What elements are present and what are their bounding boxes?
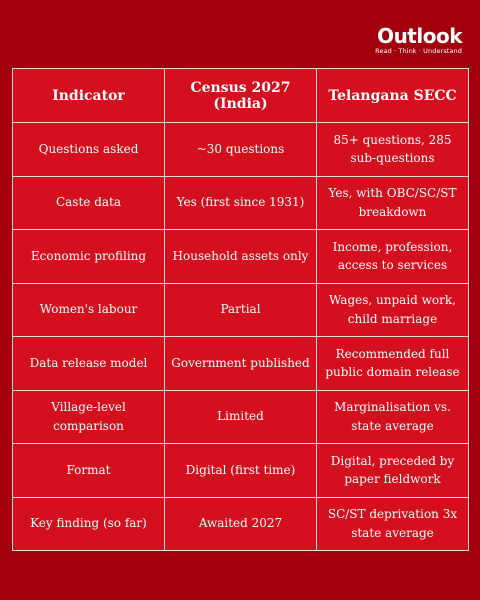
brand-name: Outlook [377,24,462,48]
indicator-cell: Data release model [13,337,165,391]
indicator-cell: Economic profiling [13,230,165,284]
table-row [13,176,469,230]
table-header-row [13,69,469,123]
census-cell: ~30 questions [165,123,317,177]
indicator-cell: Questions asked [13,123,165,177]
census-cell: Limited [165,390,317,444]
header-census-2027: Census 2027 (India) [165,69,317,123]
table-row [13,123,469,177]
comparison-table [12,68,469,551]
secc-cell: Digital, preceded by paper fieldwork [317,444,469,498]
secc-cell: SC/ST deprivation 3x state average [317,497,469,551]
table-row [13,230,469,284]
header-telangana-secc: Telangana SECC [317,69,469,123]
census-cell: Government published [165,337,317,391]
indicator-cell: Caste data [13,176,165,230]
census-cell: Household assets only [165,230,317,284]
brand-tagline: Read · Think · Understand [375,47,462,55]
secc-cell: 85+ questions, 285 sub-questions [317,123,469,177]
census-cell: Digital (first time) [165,444,317,498]
table-row [13,390,469,444]
secc-cell: Recommended full public domain release [317,337,469,391]
indicator-cell: Women's labour [13,283,165,337]
indicator-cell: Key finding (so far) [13,497,165,551]
secc-cell: Yes, with OBC/SC/ST breakdown [317,176,469,230]
table-row [13,444,469,498]
table-row [13,337,469,391]
census-cell: Yes (first since 1931) [165,176,317,230]
brand-logo [375,26,462,55]
secc-cell: Marginalisation vs. state average [317,390,469,444]
comparison-table-container [12,68,468,550]
table-row [13,497,469,551]
census-cell: Partial [165,283,317,337]
secc-cell: Wages, unpaid work, child marriage [317,283,469,337]
header-indicator: Indicator [13,69,165,123]
census-cell: Awaited 2027 [165,497,317,551]
indicator-cell: Village-level comparison [13,390,165,444]
secc-cell: Income, profession, access to services [317,230,469,284]
indicator-cell: Format [13,444,165,498]
table-row [13,283,469,337]
